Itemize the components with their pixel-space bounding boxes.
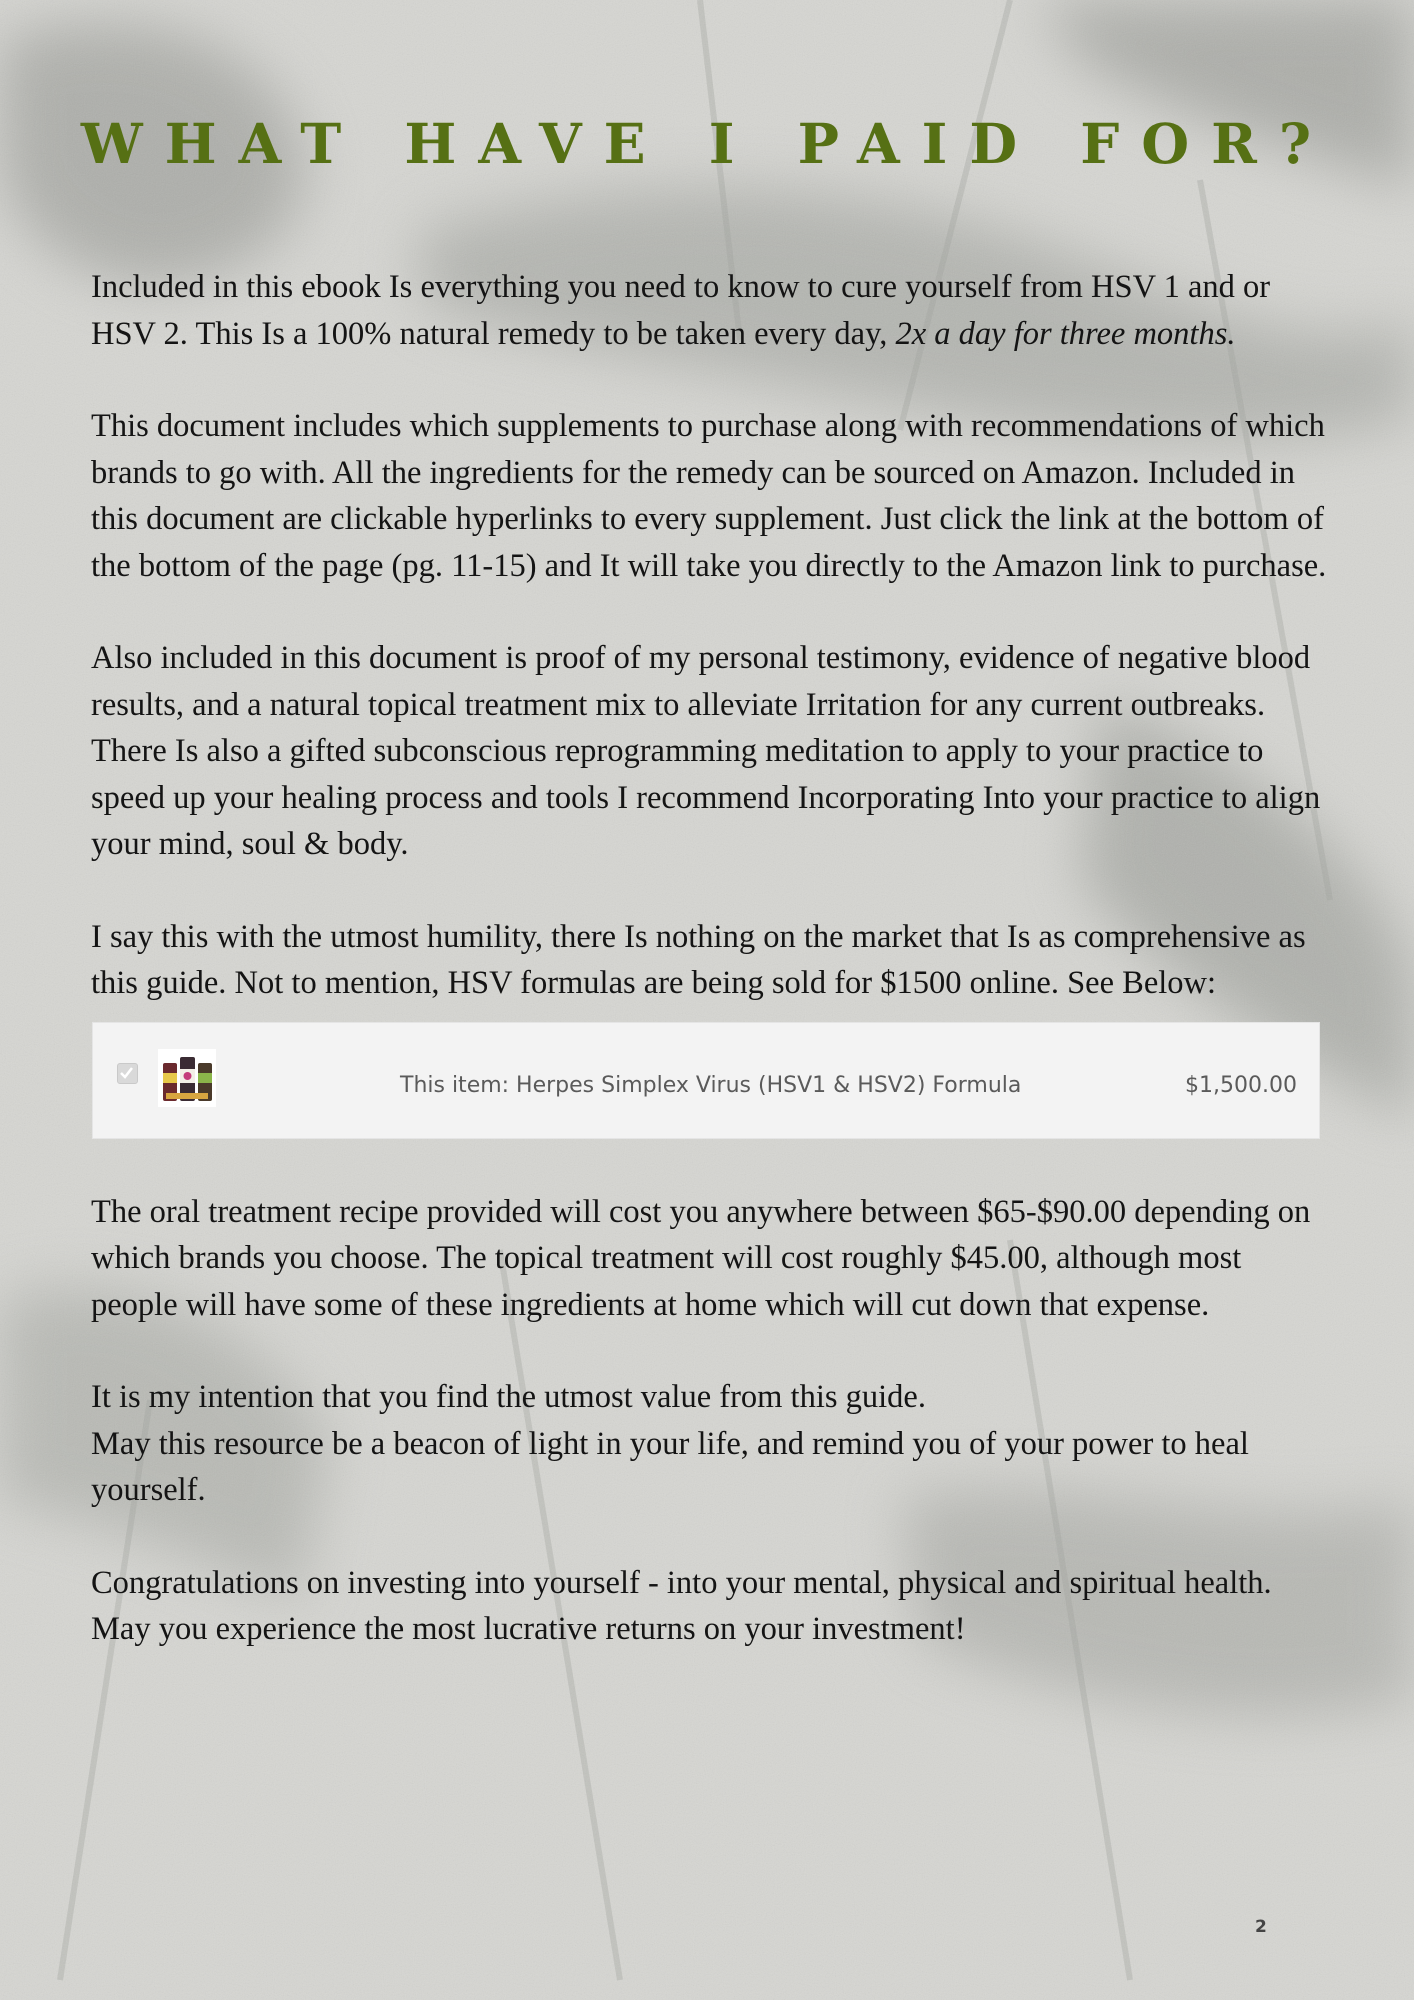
body-content xyxy=(91,264,1331,1653)
paragraph-cost: The oral treatment recipe provided will cost you anywhere between $65-$90.00 depending on which brands you choose. The topical treatment will cost roughly $45.00, although most people will have some of these ingredients at home which will cut down that expense. xyxy=(91,1193,1311,1323)
paragraph-supplements: This document includes which supplements to purchase along with recommendations of which brands to go with. All the ingredients for the remedy can be sourced on Amazon. Included in this document are clickable hyperlinks to every supplement. Just click the link at the bottom of the bottom of the page (pg. 11-15) and It will take you directly to the Amazon link to purchase. xyxy=(91,408,1327,584)
product-title: This item: Herpes Simplex Virus (HSV1 & HSV2) Formula xyxy=(400,1072,1022,1098)
page-number: 2 xyxy=(1255,1917,1267,1937)
paragraph-intention-line1: It is my intention that you find the utmost value from this guide. xyxy=(91,1379,926,1415)
paragraph-intro-italic: 2x a day for three months. xyxy=(895,315,1236,352)
paragraph-included: Also included in this document is proof of my personal testimony, evidence of negative blood results, and a natural topical treatment mix to alleviate Irritation for any current outbreaks. There Is also a gifted subconscious reprogramming meditation to apply to your practice to speed up your healing process and tools I recommend Incorporating Into your practice to align your mind, soul & body. xyxy=(91,640,1321,862)
checkbox-icon xyxy=(117,1063,138,1084)
product-thumbnail-icon xyxy=(158,1049,216,1107)
paragraph-intention xyxy=(91,1374,1331,1514)
paragraph-intention-line2: May this resource be a beacon of light in your life, and remind you of your power to heal yourself. xyxy=(91,1425,1249,1508)
paragraph-congratulations: Congratulations on investing into yourself - into your mental, physical and spiritual health. May you experience the most lucrative returns on your investment! xyxy=(91,1564,1272,1647)
page-title: WHAT HAVE I PAID FOR? xyxy=(80,111,1334,176)
product-screenshot-row xyxy=(92,1022,1320,1139)
paragraph-intro-text: Included in this ebook Is everything you need to know to cure yourself from HSV 1 and or HSV 2. This Is a 100% natural remedy to be taken every day, xyxy=(91,269,1271,352)
paragraph-intro xyxy=(91,264,1331,357)
product-price: $1,500.00 xyxy=(1185,1072,1297,1098)
paragraph-comparison: I say this with the utmost humility, there Is nothing on the market that Is as comprehensive as this guide. Not to mention, HSV formulas are being sold for $1500 online. See Below: xyxy=(91,918,1306,1001)
